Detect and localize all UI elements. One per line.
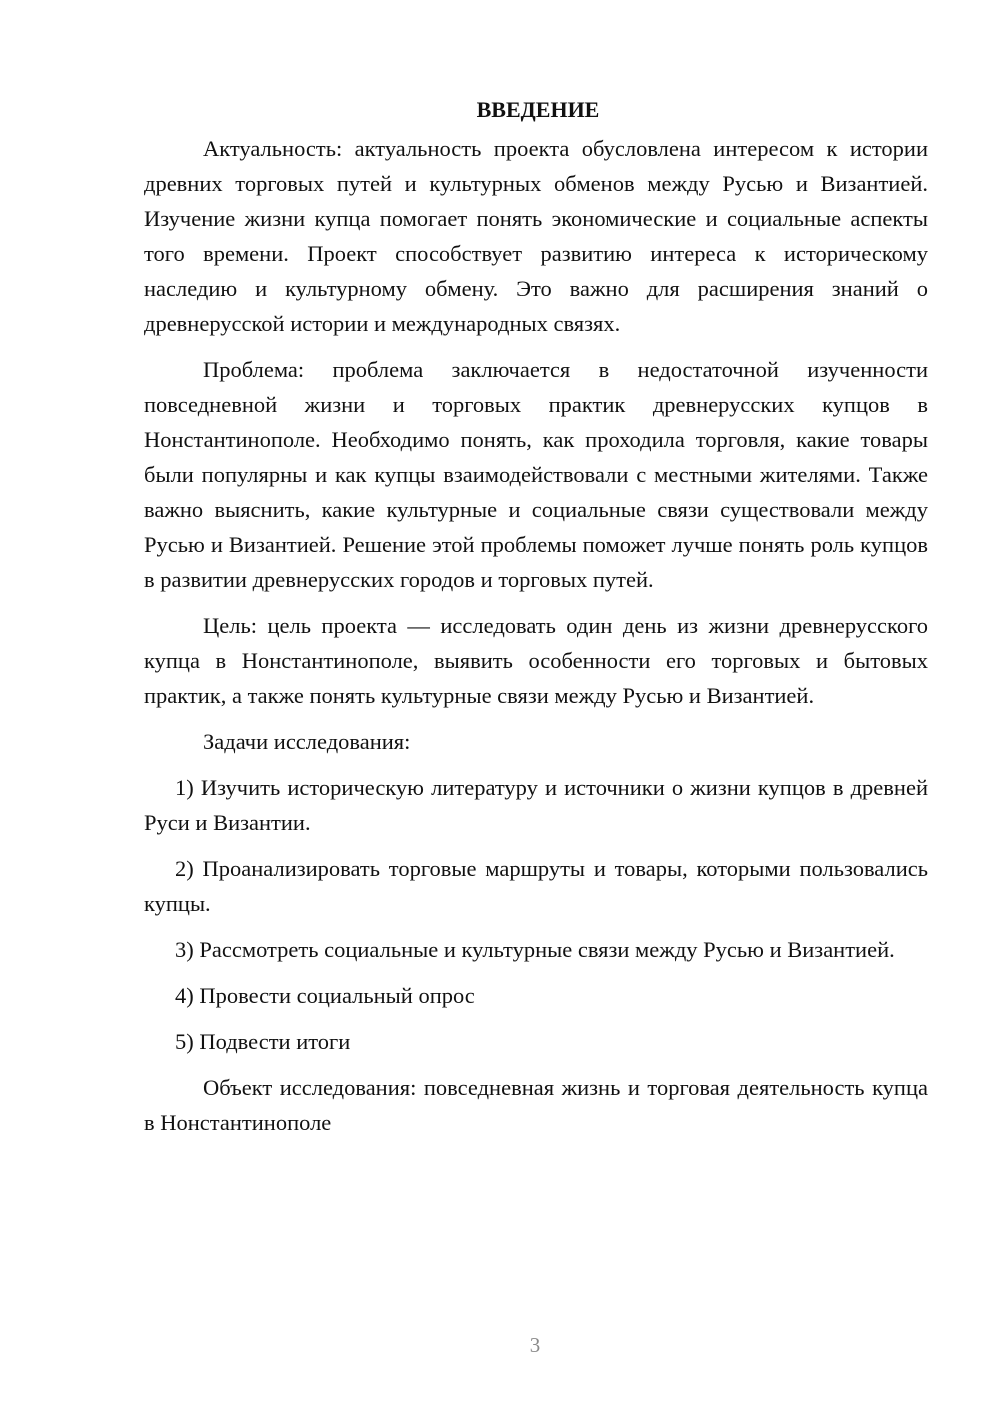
page-number: 3	[529, 1333, 541, 1357]
task-item-5: 5) Подвести итоги	[175, 1029, 351, 1054]
relevance-paragraph: Актуальность: актуальность проекта обусловлена интересом к истории древних торговых путей и культурных обменов между Русью и Византией. Изучение жизни купца помогает понять экономические и социальные аспекты того времени. Проект способствует развитию интереса к историческому наследию и культурному обмену. Это важно для расширения знаний о древнерусской истории и международных связях.	[144, 136, 928, 336]
task-item-1: 1) Изучить историческую литературу и источники о жизни купцов в древней Руси и Византии.	[144, 775, 928, 835]
task-item-3: 3) Рассмотреть социальные и культурные связи между Русью и Византией.	[175, 937, 895, 962]
task-item-2: 2) Проанализировать торговые маршруты и товары, которыми пользовались купцы.	[144, 856, 928, 916]
problem-paragraph: Проблема: проблема заключается в недостаточной изученности повседневной жизни и торговых практик древнерусских купцов в Нонстантинополе. Необходимо понять, как проходила торговля, какие товары были популярны и как купцы взаимодействовали с местными жителями. Также важно выяснить, какие культурные и социальные связи существовали между Русью и Византией. Решение этой проблемы поможет лучше понять роль купцов в развитии древнерусских городов и торговых путей.	[144, 357, 928, 592]
section-heading: ВВЕДЕНИЕ	[476, 97, 600, 122]
task-item-4: 4) Провести социальный опрос	[175, 983, 475, 1008]
tasks-heading: Задачи исследования:	[203, 729, 411, 754]
document-page	[144, 92, 928, 1151]
goal-paragraph: Цель: цель проекта — исследовать один день из жизни древнерусского купца в Нонстантинополе, выявить особенности его торговых и бытовых практик, а также понять культурные связи между Русью и Византией.	[144, 613, 928, 708]
object-paragraph: Объект исследования: повседневная жизнь и торговая деятельность купца в Нонстантинополе	[144, 1075, 928, 1135]
